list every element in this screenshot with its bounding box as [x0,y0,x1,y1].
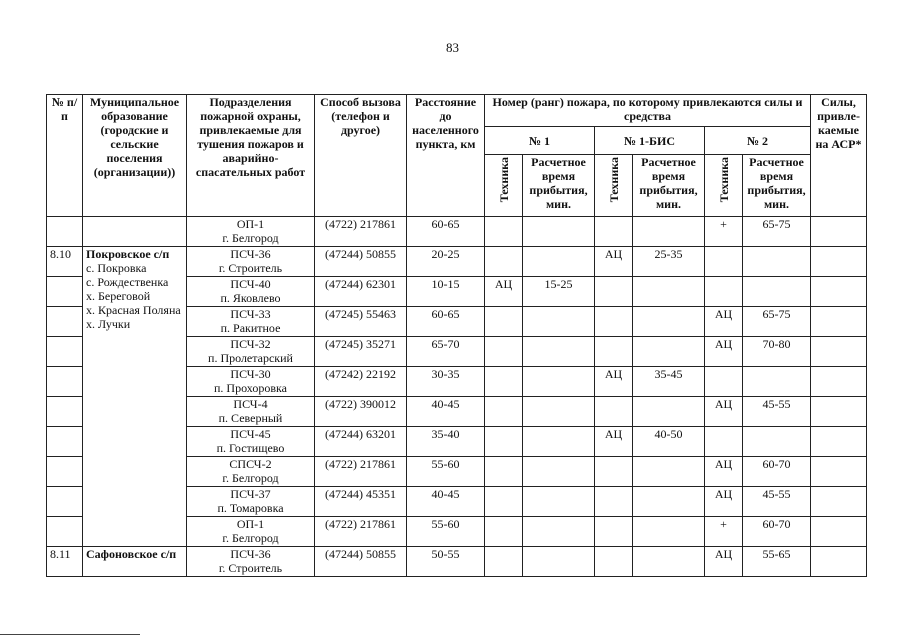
asr-cell [811,307,867,337]
fire-unit-name: ОП-1 [236,517,265,531]
municipality-name: Покровское с/п [86,247,170,261]
row-number [47,427,83,457]
asr-cell [811,367,867,397]
phone-cell: (47244) 45351 [315,487,407,517]
asr-cell [811,517,867,547]
rank1-time-cell [523,427,595,457]
rank2-tech-cell: АЦ [705,337,743,367]
fire-unit-cell [187,487,315,517]
scan-edge-line [0,634,140,635]
rank1-tech-cell [485,247,523,277]
distance-cell: 35-40 [407,427,485,457]
fire-unit-name: ПСЧ-37 [230,487,271,501]
rank1-tech-cell [485,487,523,517]
rank1bis-time-cell [633,487,705,517]
header-time-1: Расчетное время прибытия, мин. [523,155,595,217]
table-row [47,547,867,577]
asr-cell [811,397,867,427]
rank2-time-cell: 45-55 [743,397,811,427]
phone-cell: (47244) 50855 [315,547,407,577]
rank1bis-time-cell [633,397,705,427]
rank1-tech-cell [485,547,523,577]
rank2-tech-cell [705,277,743,307]
rank1-time-cell [523,307,595,337]
fire-unit-cell [187,277,315,307]
rank1-tech-cell [485,397,523,427]
row-number [47,307,83,337]
rank1-time-cell [523,517,595,547]
fire-unit-location: п. Пролетарский [208,351,293,365]
header-units: Подразделения пожарной охраны, привлекаемые для тушения пожаров и аварийно-спасательных работ [187,95,315,217]
rank1bis-tech-cell [595,457,633,487]
header-number: № п/п [47,95,83,217]
rank1-tech-cell: АЦ [485,277,523,307]
header-time-2: Расчетное время прибытия, мин. [743,155,811,217]
distance-cell: 55-60 [407,457,485,487]
municipality-villages: с. Покровка с. Рождественка х. Береговой х. Красная Поляна х. Лучки [86,261,181,331]
rank2-time-cell: 65-75 [743,307,811,337]
rank2-tech-cell [705,367,743,397]
fire-unit-location: п. Яковлево [220,291,281,305]
distance-cell: 40-45 [407,397,485,427]
distance-cell: 10-15 [407,277,485,307]
rank2-tech-cell: АЦ [705,547,743,577]
rank2-tech-cell: АЦ [705,397,743,427]
table-row [47,247,867,277]
rank1-tech-cell [485,367,523,397]
header-tech-2: Техника [716,157,731,203]
rank2-tech-cell: + [705,217,743,247]
fire-unit-location: г. Белгород [222,471,279,485]
rank1bis-time-cell [633,337,705,367]
rank1bis-tech-cell: АЦ [595,367,633,397]
rank1bis-time-cell [633,517,705,547]
header-fire-rank: Номер (ранг) пожара, по которому привлекаются силы и средства [485,95,811,127]
fire-unit-name: ПСЧ-33 [230,307,271,321]
fire-unit-cell [187,247,315,277]
fire-unit-name: ПСЧ-36 [230,547,271,561]
row-number [47,397,83,427]
rank1-tech-cell [485,307,523,337]
fire-unit-name: ПСЧ-30 [230,367,271,381]
header-municipality: Муниципальное образование (городские и сельские поселения (организации)) [83,95,187,217]
fire-unit-name: СПСЧ-2 [229,457,272,471]
fire-unit-location: п. Гостищево [216,441,285,455]
fire-unit-name: ПСЧ-40 [230,277,271,291]
rank2-tech-cell: + [705,517,743,547]
rank2-time-cell [743,277,811,307]
rank1bis-tech-cell [595,307,633,337]
rank1bis-time-cell [633,547,705,577]
asr-cell [811,547,867,577]
rank2-time-cell [743,367,811,397]
header-distance: Расстояние до населенного пункта, км [407,95,485,217]
fire-forces-table [46,94,867,577]
distance-cell: 55-60 [407,517,485,547]
fire-unit-cell [187,307,315,337]
asr-cell [811,427,867,457]
fire-unit-cell [187,397,315,427]
row-number [47,337,83,367]
rank1-tech-cell [485,217,523,247]
header-call-method: Способ вызова (телефон и другое) [315,95,407,217]
rank1bis-tech-cell: АЦ [595,247,633,277]
fire-unit-cell [187,517,315,547]
row-number [47,517,83,547]
rank2-time-cell [743,427,811,457]
rank1bis-tech-cell [595,547,633,577]
asr-cell [811,247,867,277]
rank1-time-cell [523,457,595,487]
rank1bis-time-cell [633,217,705,247]
rank1bis-time-cell: 25-35 [633,247,705,277]
rank1-tech-cell [485,427,523,457]
rank1-time-cell [523,397,595,427]
row-number [47,217,83,247]
rank1-time-cell: 15-25 [523,277,595,307]
asr-cell [811,277,867,307]
rank1bis-time-cell [633,457,705,487]
rank2-time-cell [743,247,811,277]
phone-cell: (47242) 22192 [315,367,407,397]
row-number [47,277,83,307]
fire-unit-cell [187,217,315,247]
fire-unit-location: г. Белгород [222,231,279,245]
header-rank-1bis: № 1-БИС [595,127,705,155]
fire-unit-location: п. Северный [218,411,283,425]
fire-unit-name: ПСЧ-36 [230,247,271,261]
rank1-tech-cell [485,337,523,367]
rank1bis-time-cell [633,307,705,337]
rank1-time-cell [523,367,595,397]
fire-unit-cell [187,337,315,367]
municipality-cell [83,217,187,247]
header-tech-1: Техника [496,157,511,203]
rank2-time-cell: 60-70 [743,517,811,547]
rank1-time-cell [523,247,595,277]
page-number: 83 [446,40,459,55]
fire-unit-name: ПСЧ-32 [230,337,271,351]
rank2-time-cell: 65-75 [743,217,811,247]
distance-cell: 40-45 [407,487,485,517]
rank1bis-tech-cell [595,397,633,427]
phone-cell: (4722) 217861 [315,217,407,247]
rank2-time-cell: 60-70 [743,457,811,487]
rank2-tech-cell: АЦ [705,487,743,517]
rank1-time-cell [523,337,595,367]
rank2-time-cell: 55-65 [743,547,811,577]
phone-cell: (47244) 63201 [315,427,407,457]
asr-cell [811,337,867,367]
table-body [47,217,867,577]
rank1bis-time-cell: 35-45 [633,367,705,397]
fire-unit-location: г. Белгород [222,531,279,545]
fire-unit-cell [187,367,315,397]
rank1-time-cell [523,547,595,577]
rank1bis-tech-cell [595,277,633,307]
rank1bis-time-cell [633,277,705,307]
phone-cell: (47244) 50855 [315,247,407,277]
phone-cell: (4722) 217861 [315,517,407,547]
header-time-1bis: Расчетное время прибытия, мин. [633,155,705,217]
phone-cell: (47245) 35271 [315,337,407,367]
row-number: 8.10 [47,247,83,277]
phone-cell: (4722) 390012 [315,397,407,427]
rank2-time-cell: 45-55 [743,487,811,517]
asr-cell [811,457,867,487]
row-number [47,487,83,517]
distance-cell: 30-35 [407,367,485,397]
municipality-cell [83,547,187,577]
distance-cell: 50-55 [407,547,485,577]
asr-cell [811,487,867,517]
fire-unit-name: ПСЧ-45 [230,427,271,441]
row-number [47,457,83,487]
fire-unit-cell [187,457,315,487]
phone-cell: (4722) 217861 [315,457,407,487]
rank1bis-time-cell: 40-50 [633,427,705,457]
rank2-tech-cell: АЦ [705,457,743,487]
phone-cell: (47245) 55463 [315,307,407,337]
municipality-name: Сафоновское с/п [86,547,177,561]
rank1bis-tech-cell [595,337,633,367]
header-tech-1bis: Техника [606,157,621,203]
rank1-tech-cell [485,457,523,487]
table-row [47,217,867,247]
row-number: 8.11 [47,547,83,577]
fire-unit-cell [187,547,315,577]
fire-unit-location: п. Прохоровка [214,381,287,395]
rank1-time-cell [523,217,595,247]
fire-unit-location: г. Строитель [218,261,283,275]
rank1bis-tech-cell [595,517,633,547]
fire-unit-name: ОП-1 [236,217,265,231]
rank2-tech-cell [705,247,743,277]
rank1-tech-cell [485,517,523,547]
distance-cell: 60-65 [407,307,485,337]
rank2-tech-cell [705,427,743,457]
asr-cell [811,217,867,247]
distance-cell: 65-70 [407,337,485,367]
row-number [47,367,83,397]
distance-cell: 60-65 [407,217,485,247]
header-rank-1: № 1 [485,127,595,155]
fire-unit-name: ПСЧ-4 [233,397,268,411]
fire-unit-location: п. Томаровка [217,501,284,515]
rank1-time-cell [523,487,595,517]
distance-cell: 20-25 [407,247,485,277]
header-asr: Силы, привле-каемые на АСР* [811,95,867,217]
fire-unit-location: п. Ракитное [220,321,281,335]
municipality-cell [83,247,187,547]
rank1bis-tech-cell: АЦ [595,427,633,457]
rank2-time-cell: 70-80 [743,337,811,367]
phone-cell: (47244) 62301 [315,277,407,307]
rank1bis-tech-cell [595,217,633,247]
rank2-tech-cell: АЦ [705,307,743,337]
header-rank-2: № 2 [705,127,811,155]
fire-unit-location: г. Строитель [218,561,283,575]
fire-unit-cell [187,427,315,457]
rank1bis-tech-cell [595,487,633,517]
